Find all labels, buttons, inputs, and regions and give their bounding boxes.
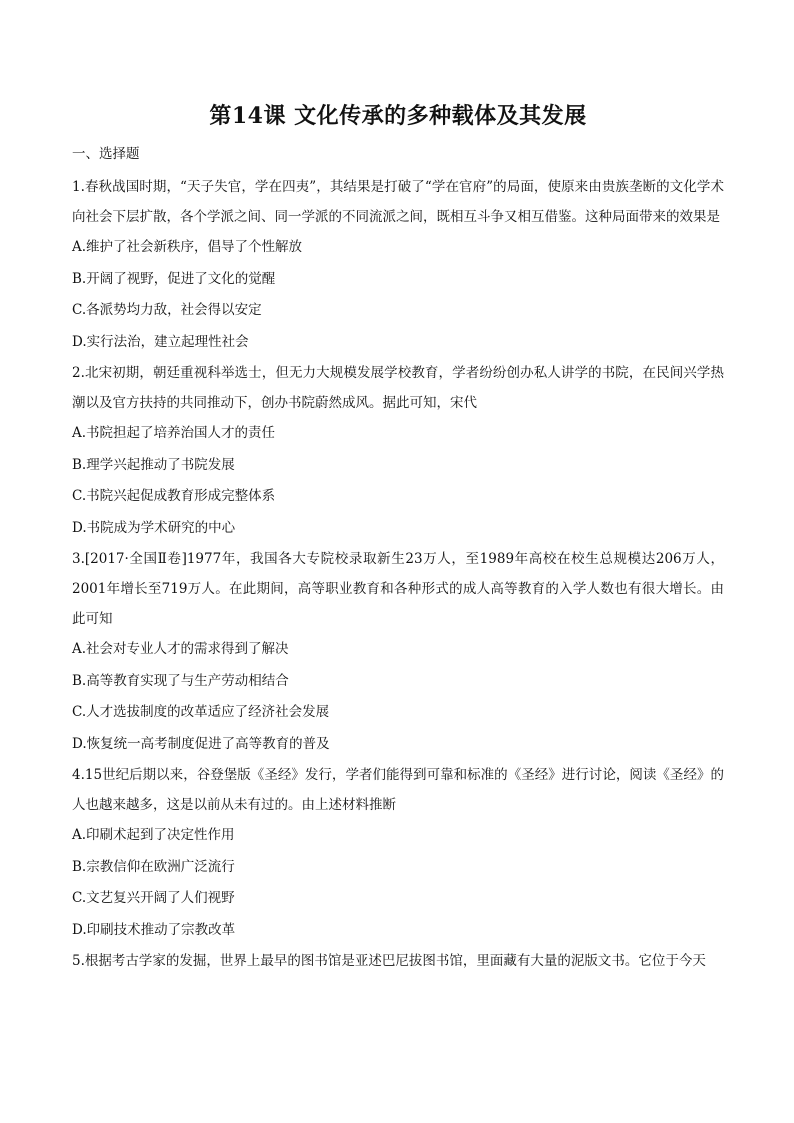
question-2 <box>72 358 724 544</box>
option-d: D.恢复统一高考制度促进了高等教育的普及 <box>72 735 330 752</box>
question-stem: 4.15世纪后期以来，谷登堡版《圣经》发行，学者们能得到可靠和标准的《圣经》进行讨论，阅读《圣经》的人也越来越多，这是以前从未有过的。由上述材料推断 <box>72 767 724 813</box>
section-heading: 一、选择题 <box>72 146 140 162</box>
option-b: B.理学兴起推动了书院发展 <box>72 456 235 473</box>
option-c: C.书院兴起促成教育形成完整体系 <box>72 488 276 504</box>
option-b: B.高等教育实现了与生产劳动相结合 <box>72 672 289 689</box>
question-1 <box>72 172 724 358</box>
question-4 <box>72 760 724 946</box>
option-d: D.书院成为学术研究的中心 <box>72 519 236 536</box>
option-a: A.印刷术起到了决定性作用 <box>72 827 235 843</box>
option-d: D.实行法治，建立起理性社会 <box>72 333 249 350</box>
question-5 <box>72 946 724 976</box>
option-a: A.社会对专业人才的需求得到了解决 <box>72 641 289 657</box>
option-c: C.人才选拔制度的改革适应了经济社会发展 <box>72 704 330 720</box>
question-stem: 3.[2017·全国Ⅱ卷]1977年，我国各大专院校录取新生23万人，至1989年高校在校生总规模达206万人，2001年增长至719万人。在此期间，高等职业教育和各种形式的成人高等教育的入学人数也有很大增长。由此可知 <box>72 551 724 627</box>
option-a: A.维护了社会新秩序，倡导了个性解放 <box>72 239 303 255</box>
option-b: B.开阔了视野，促进了文化的觉醒 <box>72 270 276 287</box>
question-stem: 5.根据考古学家的发掘，世界上最早的图书馆是亚述巴尼拔图书馆，里面藏有大量的泥版文书。它位于今天 <box>72 953 706 969</box>
option-b: B.宗教信仰在欧洲广泛流行 <box>72 858 235 875</box>
option-a: A.书院担起了培养治国人才的责任 <box>72 425 276 441</box>
option-c: C.各派势均力敌，社会得以安定 <box>72 302 262 318</box>
option-c: C.文艺复兴开阔了人们视野 <box>72 890 235 906</box>
question-stem: 1.春秋战国时期，“天子失官，学在四夷”，其结果是打破了“学在官府”的局面，使原来由贵族垄断的文化学术向社会下层扩散，各个学派之间、同一学派的不同流派之间，既相互斗争又相互借鉴。这种局面带来的效果是 <box>72 179 724 225</box>
page-title: 第14课 文化传承的多种载体及其发展 <box>209 103 587 129</box>
question-3 <box>72 544 724 760</box>
question-stem: 2.北宋初期，朝廷重视科举选士，但无力大规模发展学校教育，学者纷纷创办私人讲学的书院，在民间兴学热潮以及官方扶持的共同推动下，创办书院蔚然成风。据此可知，宋代 <box>72 365 724 411</box>
option-d: D.印刷技术推动了宗教改革 <box>72 921 236 938</box>
